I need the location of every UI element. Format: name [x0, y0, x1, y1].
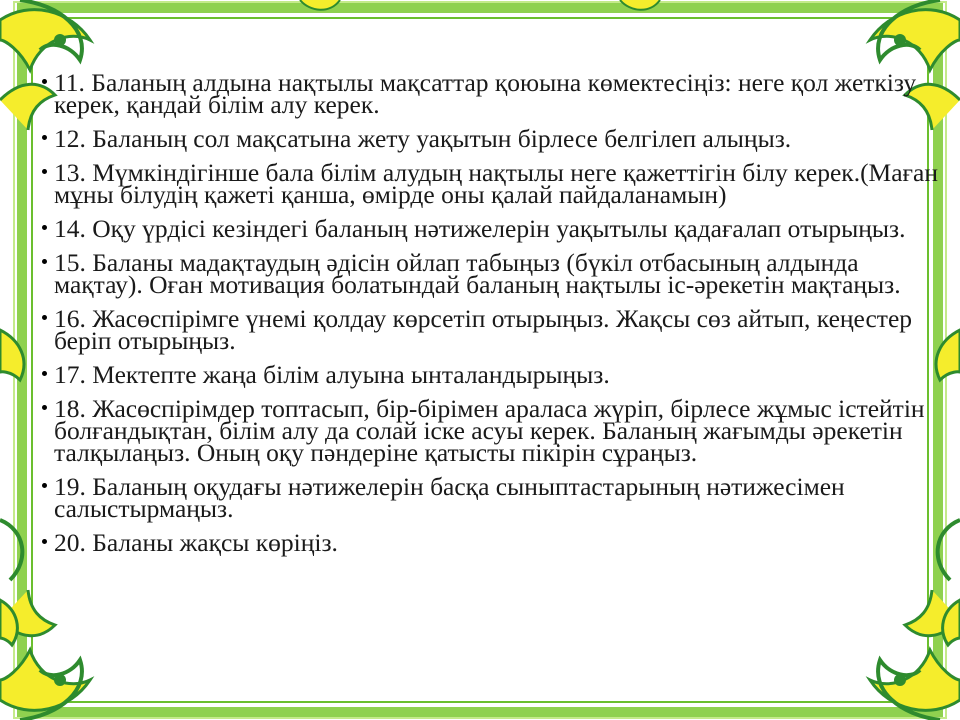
bullet-icon [42, 483, 47, 488]
list-item-text: 11. Баланың алдына нақтылы мақсаттар қоюына көмектесіңіз: неге қол жеткізу керек, қандай білім алу керек. [54, 68, 917, 119]
bullet-icon [42, 371, 47, 376]
bullet-icon [42, 315, 47, 320]
list-item-text: 14. Оқу үрдісі кезіндегі баланың нәтижелерін уақытылы қадағалап отырыңыз. [54, 214, 906, 243]
list-item [54, 124, 949, 153]
list-item [54, 68, 949, 119]
list-item-text: 16. Жасөспірімге үнемі қолдау көрсетіп отырыңыз. Жақсы сөз айтып, кеңестер беріп отырыңыз. [54, 304, 913, 355]
bullet-icon [42, 79, 47, 84]
list-item [54, 360, 949, 389]
list-item-text: 17. Мектепте жаңа білім алуына ынталандырыңыз. [54, 360, 610, 389]
list-item-text: 19. Баланың оқудағы нәтижелерін басқа сыныптастарының нәтижесімен салыстырмаңыз. [54, 472, 845, 523]
list-item-text: 15. Баланы мадақтаудың әдісін ойлап табыңыз (бүкіл отбасының алдында мақтау). Оған мотивация болатындай баланың нақтылы іс-әрекетін мақтаңыз. [54, 248, 901, 299]
bullet-icon [42, 169, 47, 174]
list-item [54, 528, 949, 557]
bullet-icon [42, 259, 47, 264]
recommendations-list [54, 68, 949, 566]
list-item [54, 248, 949, 299]
list-item [54, 472, 949, 523]
list-item-text: 12. Баланың сол мақсатына жету уақытын бірлесе белгілеп алыңыз. [54, 124, 792, 153]
bullet-icon [42, 135, 47, 140]
list-item-text: 20. Баланы жақсы көріңіз. [54, 528, 338, 557]
bullet-icon [42, 225, 47, 230]
list-item [54, 158, 949, 209]
list-item-text: 18. Жасөспірімдер топтасып, бір-бірімен араласа жүріп, бірлесе жұмыс істейтін болғандықтан, білім алу да солай іске асуы керек. Баланың жағымды әрекетін талқылаңыз. Оның оқу пәндеріне қатысты пікірін сұраңыз. [54, 394, 925, 467]
list-item [54, 214, 949, 243]
list-item-text: 13. Мүмкіндігінше бала білім алудың нақтылы неге қажеттігін білу керек.(Маған мұны білудің қажеті қанша, өмірде оны қалай пайдаланамын) [54, 158, 938, 209]
list-item [54, 304, 949, 355]
list-item [54, 394, 949, 467]
bullet-icon [42, 539, 47, 544]
bullet-icon [42, 405, 47, 410]
